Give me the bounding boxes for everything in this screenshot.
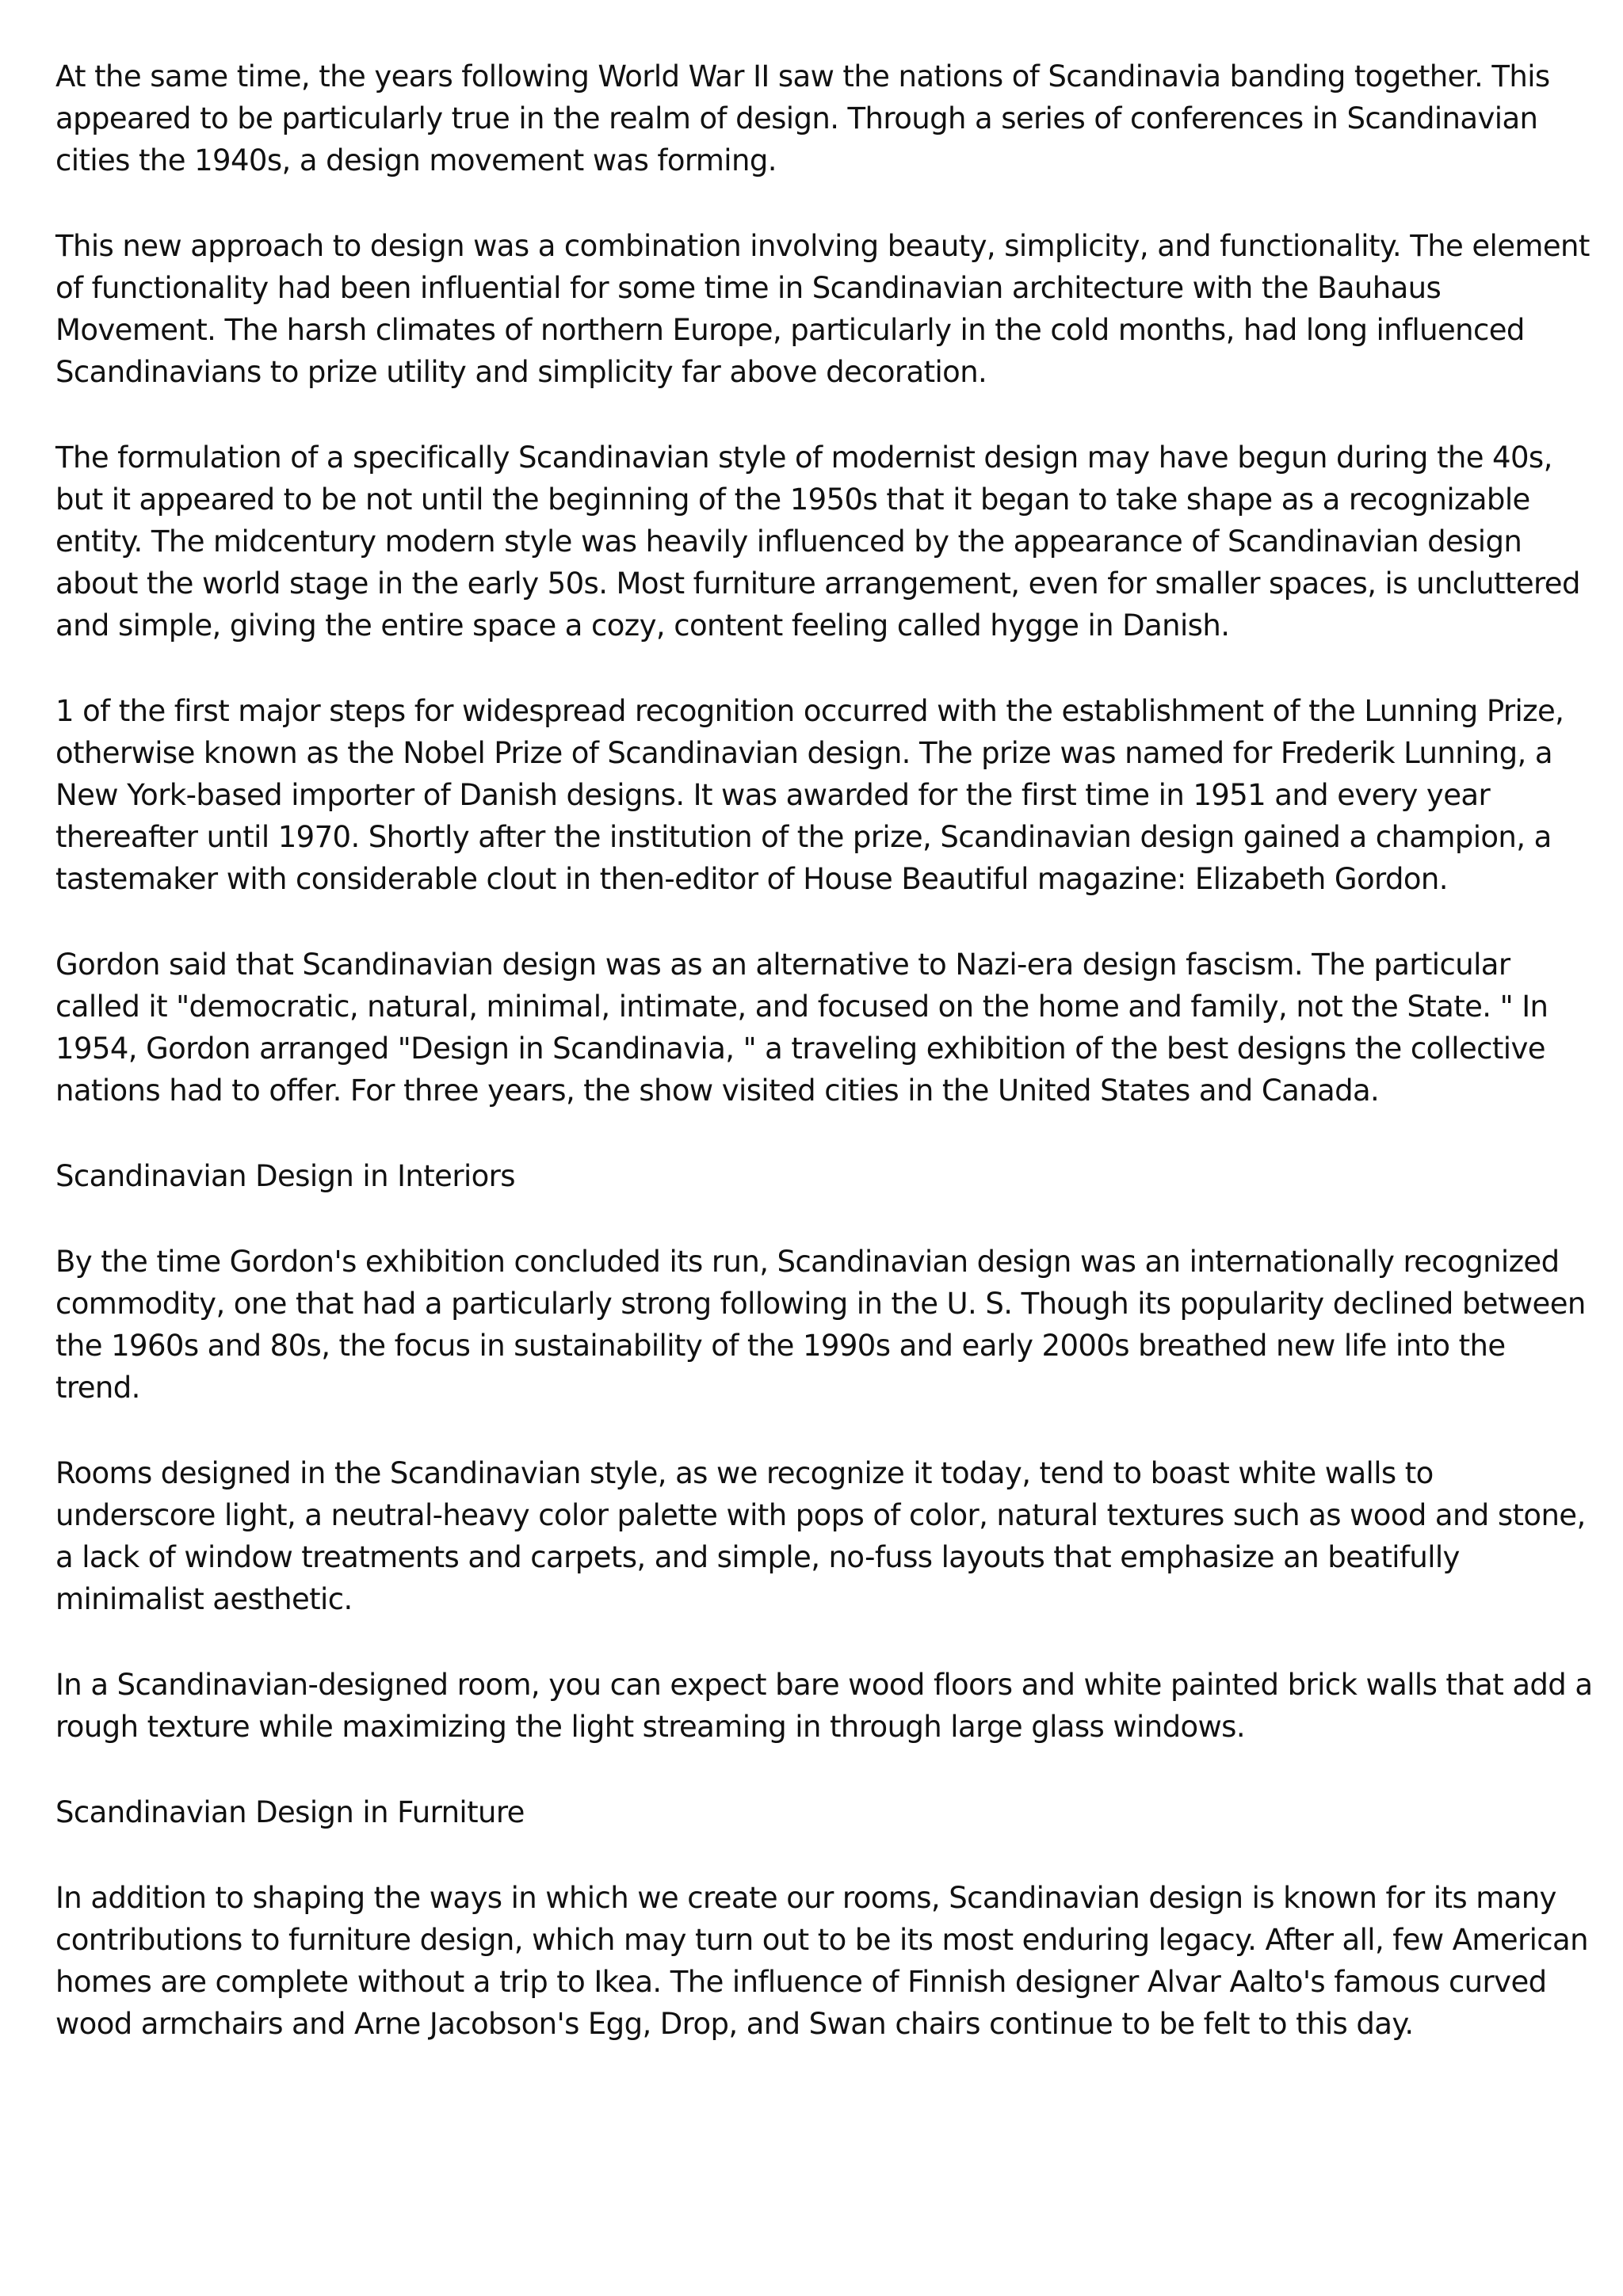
- paragraph-postwar-scandinavia: At the same time, the years following World War II saw the nations of Scandinavia banding together. This appeared to be particularly true in the realm of design. Through a series of conferences in Scandinavian cities the 1940s, a design movement was forming.: [55, 59, 1550, 177]
- heading-interiors: Scandinavian Design in Interiors: [55, 1159, 515, 1193]
- paragraph-furniture: In addition to shaping the ways in which we create our rooms, Scandinavian design is known for its many contributions to furniture design, which may turn out to be its most enduring legacy. After all, few American homes are complete without a trip to Ikea. The influence of Finnish designer Alvar Aalto's famous curved wood armchairs and Arne Jacobson's Egg, Drop, and Swan chairs continue to be felt to this day.: [55, 1881, 1588, 2041]
- heading-furniture: Scandinavian Design in Furniture: [55, 1795, 525, 1829]
- paragraph-formulation: The formulation of a specifically Scandinavian style of modernist design may have begun during the 40s, but it appeared to be not until the beginning of the 1950s that it began to take shape as a recognizable entity. The midcentury modern style was heavily influenced by the appearance of Scandinavian design about the world stage in the early 50s. Most furniture arrangement, even for smaller spaces, is uncluttered and simple, giving the entire space a cozy, content feeling called hygge in Danish.: [55, 441, 1580, 643]
- paragraph-rooms: Rooms designed in the Scandinavian style, as we recognize it today, tend to boast white walls to underscore light, a neutral-heavy color palette with pops of color, natural textures such as wood and stone, a lack of window treatments and carpets, and simple, no-fuss layouts that emphasize an beatifully minimalist aesthetic.: [55, 1456, 1586, 1616]
- paragraph-new-approach: This new approach to design was a combination involving beauty, simplicity, and functionality. The element of functionality had been influential for some time in Scandinavian architecture with the Bauhaus Movement. The harsh climates of northern Europe, particularly in the cold months, had long influenced Scandinavians to prize utility and simplicity far above decoration.: [55, 229, 1590, 389]
- document-page: [55, 55, 1593, 2088]
- paragraph-gordon: Gordon said that Scandinavian design was as an alternative to Nazi-era design fascism. The particular called it "democratic, natural, minimal, intimate, and focused on the home and family, not the State. " In 1954, Gordon arranged "Design in Scandinavia, " a traveling exhibition of the best designs the collective nations had to offer. For three years, the show visited cities in the United States and Canada.: [55, 948, 1549, 1108]
- paragraph-lunning-prize: 1 of the first major steps for widespread recognition occurred with the establishment of the Lunning Prize, otherwise known as the Nobel Prize of Scandinavian design. The prize was named for Frederik Lunning, a New York-based importer of Danish designs. It was awarded for the first time in 1951 and every year thereafter until 1970. Shortly after the institution of the prize, Scandinavian design gained a champion, a tastemaker with considerable clout in then-editor of House Beautiful magazine: Elizabeth Gordon.: [55, 694, 1564, 896]
- paragraph-exhibition: By the time Gordon's exhibition concluded its run, Scandinavian design was an internationally recognized commodity, one that had a particularly strong following in the U. S. Though its popularity declined between the 1960s and 80s, the focus in sustainability of the 1990s and early 2000s breathed new life into the trend.: [55, 1245, 1586, 1405]
- paragraph-scandinavian-room: In a Scandinavian-designed room, you can expect bare wood floors and white painted brick walls that add a rough texture while maximizing the light streaming in through large glass windows.: [55, 1668, 1593, 1744]
